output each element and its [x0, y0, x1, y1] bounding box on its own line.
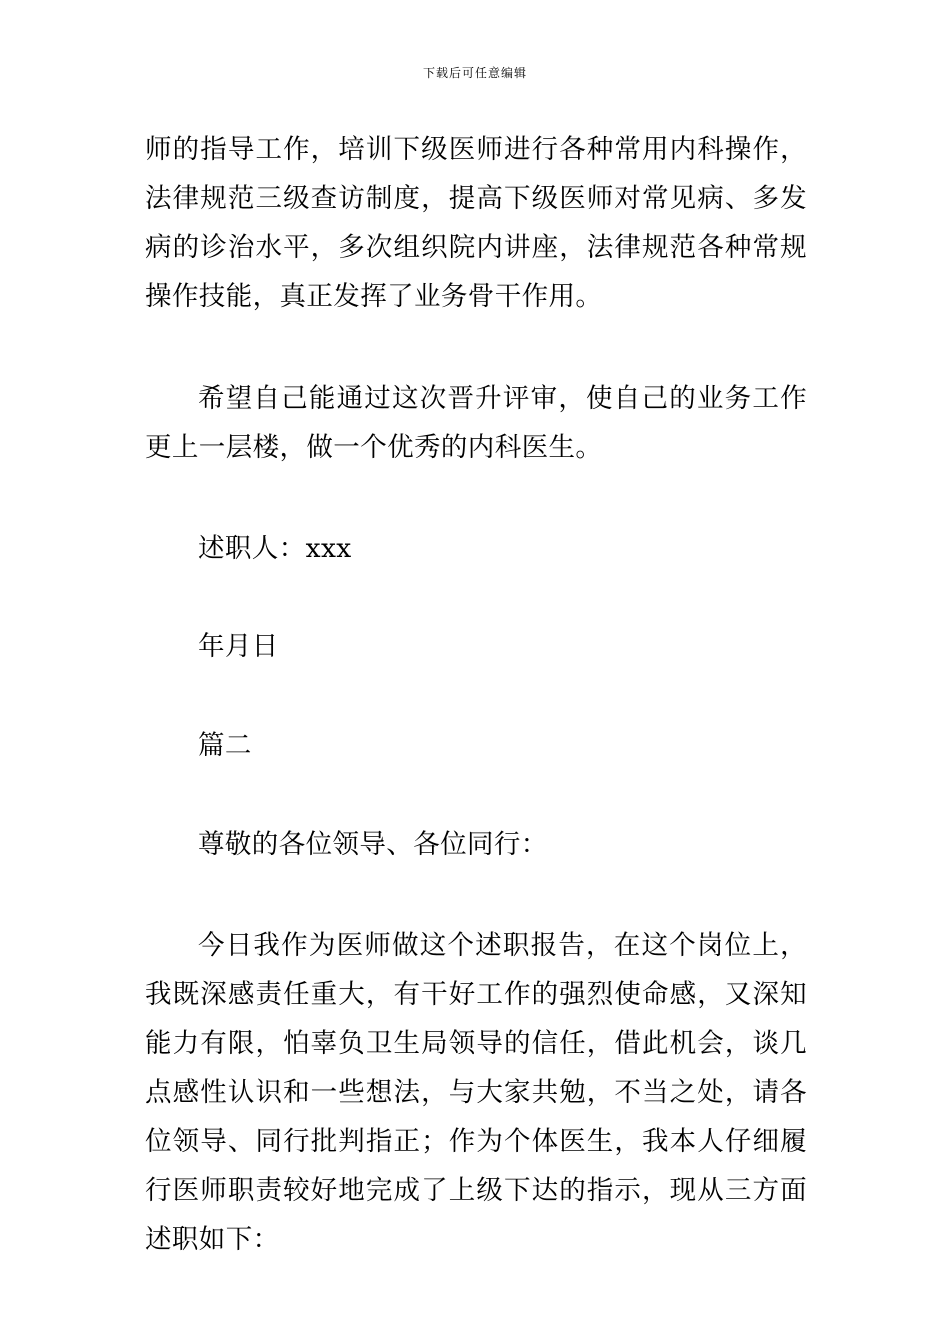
paragraph-report-intro: 今日我作为医师做这个述职报告，在这个岗位上，我既深感责任重大，有干好工作的强烈使命感，又深知能力有限，怕辜负卫生局领导的信任，借此机会，谈几点感性认识和一些想法，与大家共勉，不当之处，请各位领导、同行批判指正；作为个体医生，我本人仔细履行医师职责较好地完成了上级下达的指示，现从三方面述职如下： — [145, 930, 807, 1255]
signature-line: 述职人：xxx — [198, 533, 352, 564]
page-header-note: 下载后可任意编辑 — [422, 66, 527, 80]
date-line: 年月日 — [198, 631, 279, 662]
paragraph-continuation: 师的指导工作，培训下级医师进行各种常用内科操作，法律规范三级查访制度，提高下级医师对常见病、多发病的诊治水平，多次组织院内讲座，法律规范各种常规操作技能，真正发挥了业务骨干作用。 — [145, 134, 807, 312]
paragraph-hope: 希望自己能通过这次晋升评审，使自己的业务工作更上一层楼，做一个优秀的内科医生。 — [145, 383, 807, 463]
section-title: 篇二 — [198, 730, 252, 761]
salutation: 尊敬的各位领导、各位同行： — [198, 829, 548, 860]
